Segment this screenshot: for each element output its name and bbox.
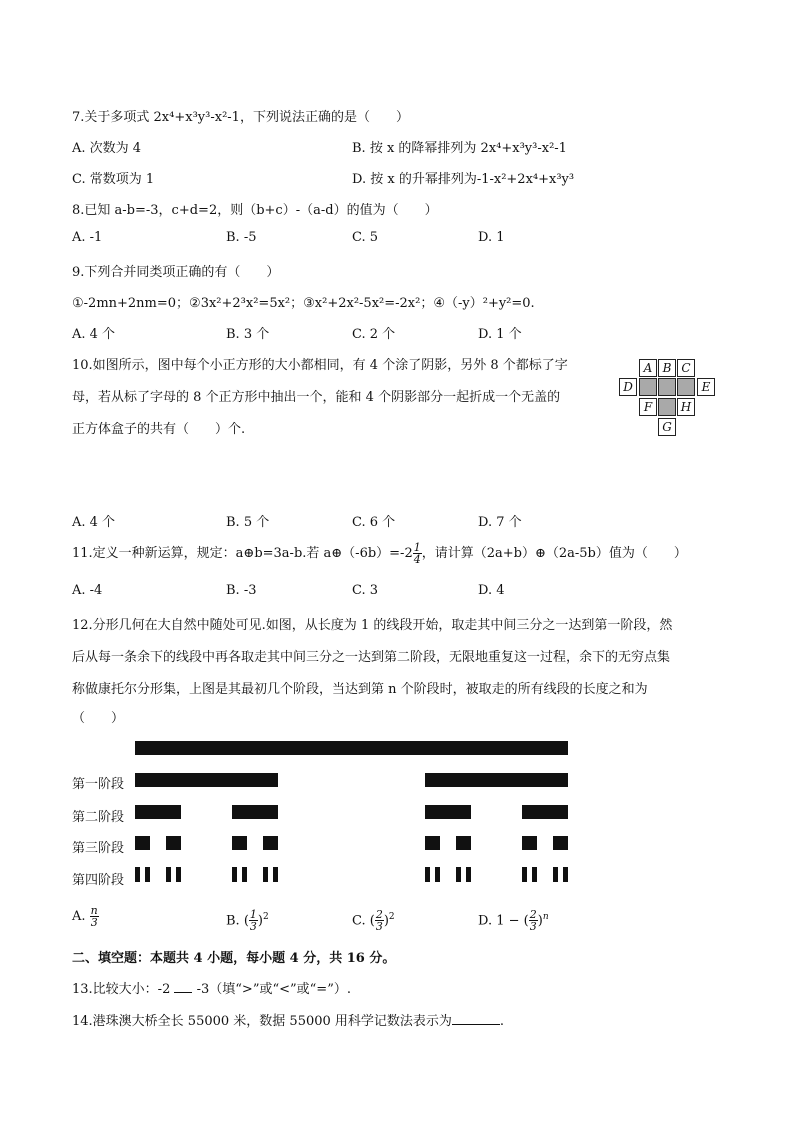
cantor-segment [456,867,461,882]
paren-open: ( [523,913,529,929]
q8-option-a: A. -1 [72,230,103,245]
q11-option-a: A. -4 [72,583,103,598]
q14-text-b: . [499,1014,505,1029]
q9-option-a: A. 4 个 [72,327,116,342]
q11-option-b: B. -3 [226,583,257,598]
q10-option-c: C. 6 个 [352,515,396,530]
q13 [72,978,351,997]
cantor-segment [166,836,181,850]
cantor-segment [273,867,278,882]
cell-a: A [639,359,657,377]
fraction [90,905,99,928]
fraction-denominator: 3 [529,920,537,934]
q13-text-b: -3（填“>”或“<”或“=”）. [196,982,351,997]
cantor-segment [532,867,537,882]
option-d-prefix: 1 − [496,913,520,929]
q10-line3: 正方体盒子的共有（ ）个. [72,422,246,437]
q10-line2: 母，若从标了字母的 8 个正方形中抽出一个，能和 4 个阴影部分一起折成一个无盖的 [72,390,561,405]
cantor-segment [425,773,568,787]
q7-stem: 7.关于多项式 2x⁴+x³y³-x²-1，下列说法正确的是（ ） [72,110,409,125]
cantor-segment [232,836,247,850]
q11-stem [72,540,687,568]
q7-option-d: D. 按 x 的升幂排列为-1-x²+2x⁴+x³y³ [352,172,575,187]
stage-2-label: 第二阶段 [72,810,125,825]
fraction-numerator: n [90,904,98,917]
cantor-segment [166,867,171,882]
cantor-segment [425,805,471,819]
cantor-segment [145,867,150,882]
q10-option-d: D. 7 个 [478,515,522,530]
q7-option-c: C. 常数项为 1 [72,172,155,187]
cantor-segment [466,867,471,882]
stage-3-label: 第三阶段 [72,841,125,856]
paren-close: ) [383,913,389,929]
q11-stem-b: ，请计算（2a+b）⊕（2a-5b）值为（ ） [421,546,687,561]
cantor-segment [242,867,247,882]
cantor-segment [232,805,278,819]
fraction-denominator: 3 [375,920,383,934]
cantor-segment [135,805,181,819]
q9-option-b: B. 3 个 [226,327,270,342]
q12-option-b [226,903,269,935]
fraction-denominator: 4 [413,553,421,566]
q12-line3: 称做康托尔分形集，上图是其最初几个阶段，当达到第 n 个阶段时，被取走的所有线段的长度之和为 [72,682,648,697]
fraction-numerator: 1 [249,908,257,922]
cell-e: E [697,378,715,396]
q9-option-d: D. 1 个 [478,327,522,342]
q12-option-c [352,903,395,935]
section-2-heading: 二、填空题：本题共 4 小题，每小题 4 分，共 16 分。 [72,951,396,966]
cantor-segment [553,836,568,850]
q11-stem-a: 11.定义一种新运算，规定：a⊕b=3a-b.若 a⊕（-6b）=-2 [72,546,413,561]
q10-option-a: A. 4 个 [72,515,116,530]
cell-d: D [619,378,637,396]
q9-option-c: C. 2 个 [352,327,396,342]
cantor-segment [553,867,558,882]
shaded-cell [658,378,676,396]
fraction-denominator: 3 [249,920,257,934]
q13-text-a: 13.比较大小：-2 [72,982,171,997]
cantor-segment [425,836,440,850]
cantor-segment [176,867,181,882]
option-label: B. [226,913,240,929]
q8-option-b: B. -5 [226,230,257,245]
paren-open: ( [243,913,249,929]
exponent: n [542,912,549,922]
paren-close: ) [537,913,543,929]
q12-option-d [478,903,549,935]
option-label: D. [478,913,493,929]
cantor-segment [135,741,568,755]
q11-fraction [413,542,422,565]
q7-option-b: B. 按 x 的降幂排列为 2x⁴+x³y³-x²-1 [352,141,567,156]
fraction-numerator: 1 [413,541,421,554]
option-label: C. [352,913,366,929]
cantor-segment [435,867,440,882]
q8-option-d: D. 1 [478,230,505,245]
cantor-segment [135,773,278,787]
q14-text-a: 14.港珠澳大桥全长 55000 米，数据 55000 用科学记数法表示为 [72,1014,452,1029]
fraction [375,909,384,932]
fraction [249,909,258,932]
cell-g: G [658,418,676,436]
q10-net-figure [619,359,721,439]
q12-option-a [72,903,99,931]
q7-option-a: A. 次数为 4 [72,141,142,156]
cantor-segment [563,867,568,882]
fraction [529,909,538,932]
stage-4-label: 第四阶段 [72,873,125,888]
cell-c: C [677,359,695,377]
fraction-numerator: 2 [375,908,383,922]
fraction-denominator: 3 [90,916,98,929]
fraction-numerator: 2 [529,908,537,922]
paren-close: ) [257,913,263,929]
q12-line2: 后从每一条余下的线段中再各取走其中间三分之一达到第二阶段，无限地重复这一过程，余下的无穷点集 [72,650,671,665]
cantor-segment [263,867,268,882]
cantor-segment [456,836,471,850]
exponent: 2 [262,912,269,922]
q14-blank [452,1012,500,1025]
shaded-cell [658,398,676,416]
cell-f: F [639,398,657,416]
q11-option-c: C. 3 [352,583,379,598]
q13-blank [174,980,192,993]
cantor-segment [425,867,430,882]
cantor-segment [232,867,237,882]
stage-1-label: 第一阶段 [72,777,125,792]
shaded-cell [639,378,657,396]
q14 [72,1010,504,1029]
q8-stem: 8.已知 a-b=-3，c+d=2，则（b+c）-（a-d）的值为（ ） [72,203,438,218]
exponent: 2 [388,912,395,922]
q11-option-d: D. 4 [478,583,505,598]
q10-option-b: B. 5 个 [226,515,270,530]
paren-open: ( [369,913,375,929]
cantor-segment [263,836,278,850]
q9-items: ①-2mn+2nm=0；②3x²+2³x²=5x²；③x²+2x²-5x²=-2x²；④（-y）²+y²=0. [72,296,535,311]
cantor-segment [522,836,537,850]
cantor-segment [135,867,140,882]
cell-b: B [658,359,676,377]
q9-stem: 9.下列合并同类项正确的有（ ） [72,265,280,280]
option-label: A. [72,909,86,924]
shaded-cell [677,378,695,396]
q12-line1: 12.分形几何在大自然中随处可见.如图，从长度为 1 的线段开始，取走其中间三分之一达到第一阶段，然 [72,618,673,633]
cantor-segment [522,805,568,819]
cantor-segment [135,836,150,850]
q8-option-c: C. 5 [352,230,379,245]
q12-line4: （ ） [72,711,125,726]
cantor-segment [522,867,527,882]
cell-h: H [677,398,695,416]
q10-line1: 10.如图所示，图中每个小正方形的大小都相同，有 4 个涂了阴影，另外 8 个都标了字 [72,358,568,373]
